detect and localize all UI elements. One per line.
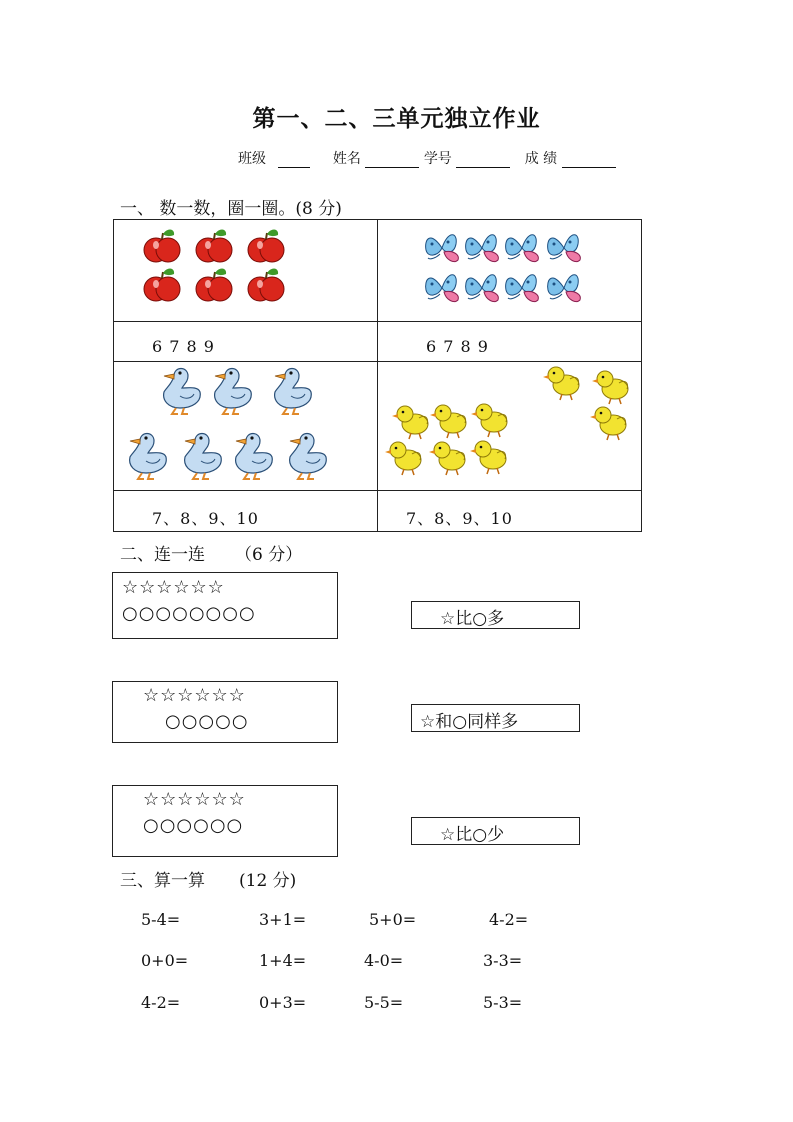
chick-icon — [590, 407, 626, 440]
equation[interactable]: 5-5= — [364, 993, 404, 1012]
answer-box-same[interactable] — [411, 704, 580, 732]
butterfly-icon — [506, 235, 539, 262]
name-field[interactable] — [365, 153, 419, 168]
chick-icon — [392, 406, 428, 439]
section2-points: （6 分） — [235, 545, 303, 565]
circles-row: ○○○○○ — [165, 711, 249, 732]
duck-options-cell — [114, 491, 378, 532]
duck-icon — [275, 369, 312, 415]
answer-box-less[interactable] — [411, 817, 580, 845]
apple-icon — [248, 230, 284, 262]
apple-options-cell — [114, 322, 378, 362]
number-label: 学号 — [423, 151, 452, 167]
chick-options[interactable]: 7、8、9、10 — [406, 509, 513, 528]
butterfly-icon — [466, 275, 499, 302]
equation[interactable]: 5+0= — [369, 910, 417, 929]
equation[interactable]: 3+1= — [259, 910, 307, 929]
duck-icon — [185, 434, 222, 480]
butterfly-icon — [426, 275, 459, 302]
duck-icon — [164, 369, 201, 415]
apple-icon — [196, 269, 232, 301]
stars-row: ☆☆☆☆☆☆ — [143, 789, 246, 810]
section2-heading — [120, 540, 302, 565]
duck-icon — [130, 434, 167, 480]
score-field[interactable] — [562, 153, 616, 168]
apple-icon — [144, 269, 180, 301]
butterfly-icon — [548, 235, 581, 262]
equation[interactable]: 5-3= — [483, 993, 523, 1012]
duck-options[interactable]: 7、8、9、10 — [152, 509, 259, 528]
section2-title: 二、连一连 — [120, 545, 205, 565]
duck-icon — [236, 434, 273, 480]
section3-points: (12 分) — [239, 871, 297, 891]
chick-picture-cell — [378, 362, 642, 491]
apple-icon — [248, 269, 284, 301]
symbol-group-3[interactable] — [112, 785, 338, 857]
section1-title: 一、 数一数，圈一圈。 — [120, 199, 296, 219]
butterfly-icon — [548, 275, 581, 302]
circles-row: ○○○○○○○○ — [122, 603, 256, 624]
chick-icon — [385, 442, 421, 475]
chick-icon — [592, 371, 628, 404]
butterfly-icon — [466, 235, 499, 262]
butterfly-icon — [506, 275, 539, 302]
student-info — [238, 148, 616, 168]
symbol-group-2[interactable] — [112, 681, 338, 743]
apple-icon — [144, 230, 180, 262]
duck-picture-cell — [114, 362, 378, 491]
score-label: 成 绩 — [524, 151, 558, 167]
section3-title: 三、算一算 — [120, 871, 205, 891]
equation[interactable]: 5-4= — [141, 910, 181, 929]
counting-table — [113, 219, 642, 532]
chick-options-cell — [378, 491, 642, 532]
chick-icon — [430, 405, 466, 438]
butterfly-picture-cell — [378, 220, 642, 322]
chick-group — [378, 362, 641, 490]
equation[interactable]: 1+4= — [259, 951, 307, 970]
stars-row: ☆☆☆☆☆☆ — [143, 685, 246, 706]
number-field[interactable] — [456, 153, 510, 168]
class-label: 班级 — [238, 151, 266, 167]
section1-points: (8 分) — [295, 199, 342, 219]
section1-heading — [120, 194, 342, 219]
butterfly-options[interactable]: 6 7 8 9 — [426, 337, 489, 356]
symbol-group-1[interactable] — [112, 572, 338, 639]
butterfly-options-cell — [378, 322, 642, 362]
equation[interactable]: 4-2= — [141, 993, 181, 1012]
butterfly-group — [378, 220, 641, 321]
stars-row: ☆☆☆☆☆☆ — [122, 577, 225, 598]
page-title: 第一、二、三单元独立作业 — [252, 106, 541, 132]
equation[interactable]: 4-2= — [489, 910, 529, 929]
equation[interactable]: 4-0= — [364, 951, 404, 970]
circles-row: ○○○○○○ — [143, 815, 244, 836]
answer-label: ☆比○多 — [440, 609, 505, 629]
apple-group — [114, 220, 377, 321]
apple-options[interactable]: 6 7 8 9 — [152, 337, 215, 356]
butterfly-icon — [426, 235, 459, 262]
chick-icon — [543, 367, 579, 400]
duck-group — [114, 362, 377, 490]
answer-label: ☆和○同样多 — [420, 712, 519, 732]
apple-icon — [196, 230, 232, 262]
name-label: 姓名 — [332, 151, 361, 167]
equation[interactable]: 3-3= — [483, 951, 523, 970]
apple-picture-cell — [114, 220, 378, 322]
chick-icon — [429, 442, 465, 475]
answer-label: ☆比○少 — [440, 825, 505, 845]
chick-icon — [471, 404, 507, 437]
equation[interactable]: 0+0= — [141, 951, 189, 970]
answer-box-more[interactable] — [411, 601, 580, 629]
equation[interactable]: 0+3= — [259, 993, 307, 1012]
chick-icon — [470, 441, 506, 474]
duck-icon — [215, 369, 252, 415]
section3-heading — [120, 866, 296, 891]
duck-icon — [290, 434, 327, 480]
class-field[interactable] — [278, 153, 310, 168]
